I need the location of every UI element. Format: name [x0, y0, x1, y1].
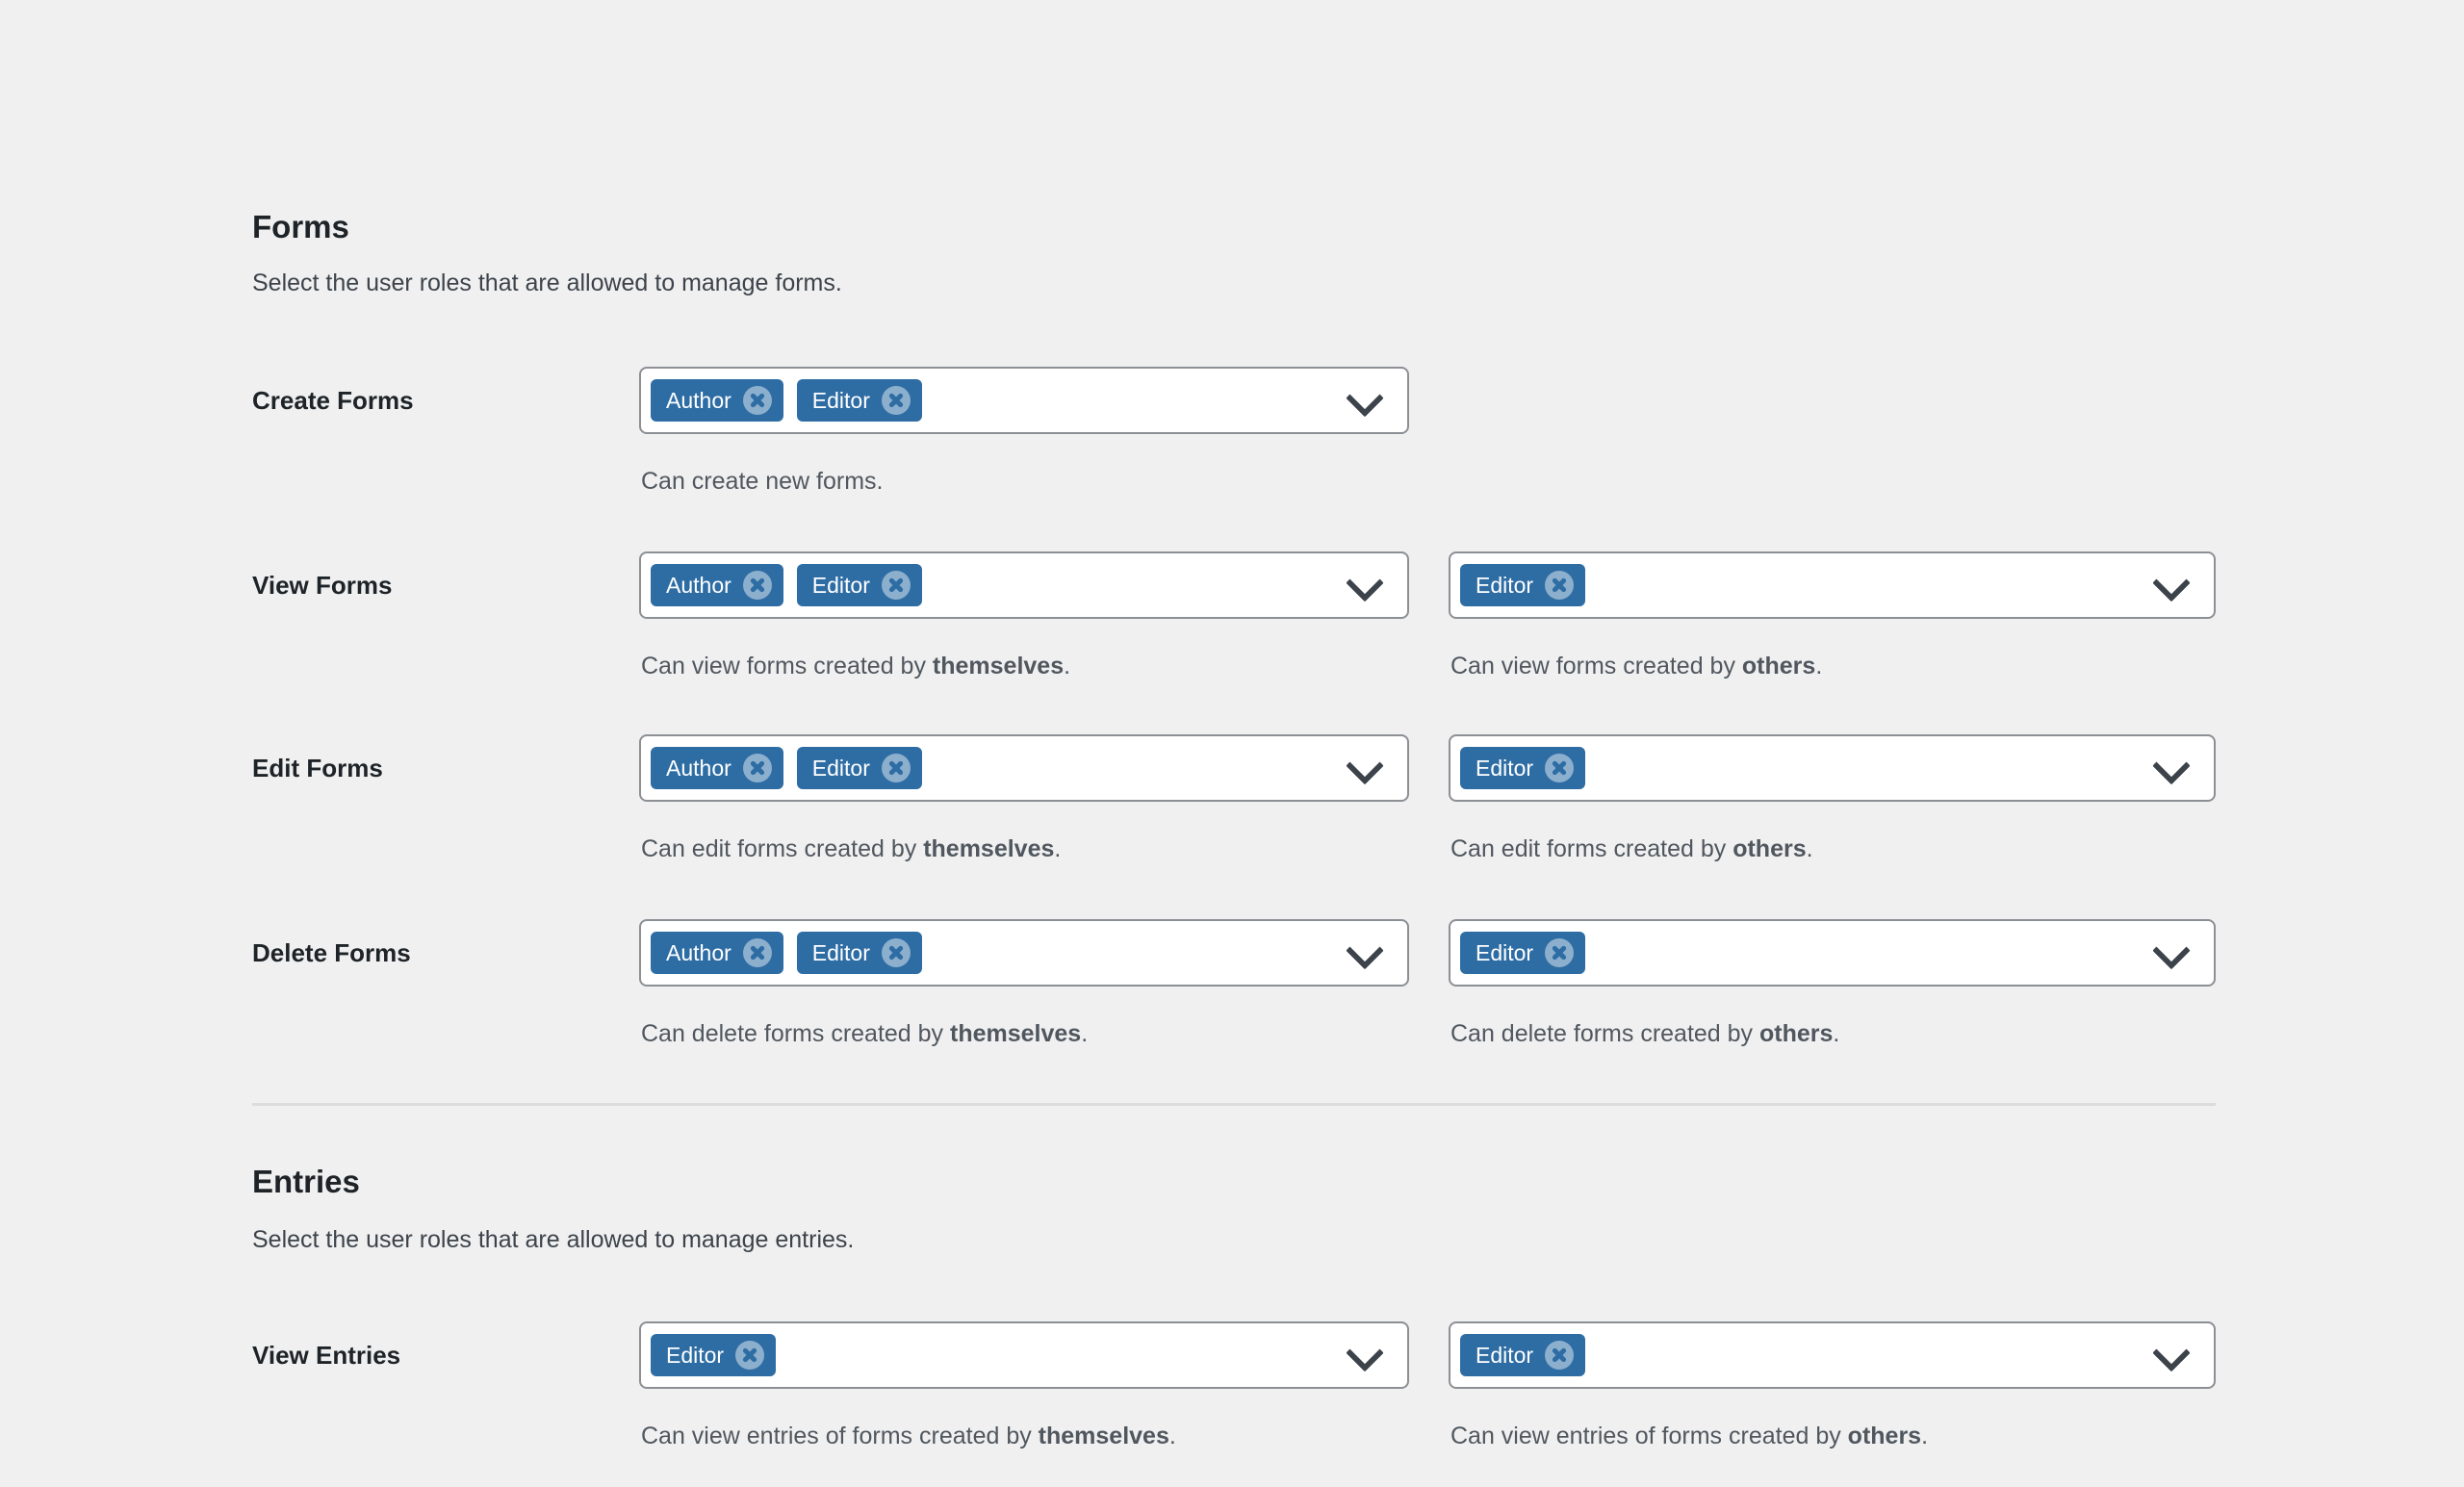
help-text: Can delete forms created by themselves.: [641, 1020, 1089, 1047]
circle-x-icon[interactable]: [735, 1341, 764, 1370]
role-tag-label: Editor: [811, 755, 870, 781]
help-text: Can view entries of forms created by others.: [1450, 1423, 1929, 1449]
role-multiselect-create-forms[interactable]: [639, 367, 1409, 434]
role-tag-editor[interactable]: [1460, 747, 1585, 789]
chevron-down-icon: [2158, 937, 2181, 961]
role-tag-author[interactable]: [651, 747, 783, 789]
chevron-down-icon: [1351, 753, 1374, 776]
permission-row-edit-forms: [252, 734, 2220, 869]
role-tag-label: Editor: [1476, 572, 1534, 598]
chevron-down-icon: [1351, 937, 1374, 961]
delete-forms-own-column: [639, 919, 1409, 1047]
role-multiselect-view-forms-others[interactable]: [1449, 551, 2216, 619]
circle-x-icon[interactable]: [882, 938, 911, 967]
row-label-create-forms: Create Forms: [252, 385, 414, 415]
help-text: Can edit forms created by others.: [1450, 835, 1813, 862]
help-text: Can edit forms created by themselves.: [641, 835, 1062, 862]
role-multiselect-view-forms-own[interactable]: [639, 551, 1409, 619]
view-forms-own-column: [639, 551, 1409, 679]
chevron-down-icon: [2158, 570, 2181, 593]
role-multiselect-edit-forms-others[interactable]: [1449, 734, 2216, 802]
circle-x-icon[interactable]: [743, 571, 772, 600]
circle-x-icon[interactable]: [743, 386, 772, 415]
section-divider: [252, 1103, 2216, 1106]
section-description-forms: Select the user roles that are allowed to manage forms.: [252, 269, 842, 296]
chevron-down-icon: [1351, 570, 1374, 593]
role-tag-editor[interactable]: [1460, 932, 1585, 974]
permission-row-create-forms: [252, 367, 2220, 501]
view-forms-others-column: [1449, 551, 2216, 679]
section-description-entries: Select the user roles that are allowed to manage entries.: [252, 1226, 855, 1253]
circle-x-icon[interactable]: [1545, 1341, 1574, 1370]
role-tag-editor[interactable]: [797, 747, 922, 789]
row-label-edit-forms: Edit Forms: [252, 753, 383, 782]
role-tag-editor[interactable]: [651, 1334, 776, 1376]
help-text: Can delete forms created by others.: [1450, 1020, 1840, 1047]
delete-forms-others-column: [1449, 919, 2216, 1047]
edit-forms-others-column: [1449, 734, 2216, 862]
chevron-down-icon: [1351, 385, 1374, 408]
row-label-view-entries: View Entries: [252, 1340, 401, 1370]
role-tag-label: Editor: [811, 939, 870, 965]
row-label-view-forms: View Forms: [252, 570, 393, 600]
role-tag-editor[interactable]: [797, 932, 922, 974]
view-entries-others-column: [1449, 1321, 2216, 1449]
section-title-forms: Forms: [252, 209, 349, 244]
chevron-down-icon: [2158, 753, 2181, 776]
role-tag-editor[interactable]: [797, 564, 922, 606]
help-text: Can view forms created by others.: [1450, 653, 1823, 679]
role-tag-label: Editor: [811, 387, 870, 413]
role-tag-editor[interactable]: [1460, 564, 1585, 606]
circle-x-icon[interactable]: [1545, 571, 1574, 600]
help-text: Can view entries of forms created by themselves.: [641, 1423, 1176, 1449]
circle-x-icon[interactable]: [743, 938, 772, 967]
chevron-down-icon: [2158, 1340, 2181, 1363]
role-tag-editor[interactable]: [797, 379, 922, 422]
chevron-down-icon: [1351, 1340, 1374, 1363]
circle-x-icon[interactable]: [1545, 938, 1574, 967]
circle-x-icon[interactable]: [743, 754, 772, 782]
role-tag-author[interactable]: [651, 564, 783, 606]
circle-x-icon[interactable]: [882, 571, 911, 600]
role-multiselect-delete-forms-own[interactable]: [639, 919, 1409, 987]
role-tag-label: Editor: [666, 1342, 725, 1368]
role-tag-label: Editor: [1476, 939, 1534, 965]
role-tag-label: Author: [666, 387, 732, 413]
role-multiselect-view-entries-own[interactable]: [639, 1321, 1409, 1389]
help-text: Can create new forms.: [641, 468, 884, 495]
circle-x-icon[interactable]: [1545, 754, 1574, 782]
view-entries-own-column: [639, 1321, 1409, 1449]
help-text: Can view forms created by themselves.: [641, 653, 1071, 679]
role-tag-label: Editor: [811, 572, 870, 598]
permission-row-delete-forms: [252, 919, 2220, 1054]
circle-x-icon[interactable]: [882, 754, 911, 782]
edit-forms-own-column: [639, 734, 1409, 862]
role-tag-label: Editor: [1476, 755, 1534, 781]
section-title-entries: Entries: [252, 1164, 360, 1199]
role-multiselect-view-entries-others[interactable]: [1449, 1321, 2216, 1389]
role-tag-author[interactable]: [651, 932, 783, 974]
role-multiselect-edit-forms-own[interactable]: [639, 734, 1409, 802]
role-tag-label: Author: [666, 939, 732, 965]
role-tag-label: Author: [666, 755, 732, 781]
row-label-delete-forms: Delete Forms: [252, 937, 411, 967]
role-multiselect-delete-forms-others[interactable]: [1449, 919, 2216, 987]
permission-row-view-entries: [252, 1321, 2220, 1456]
circle-x-icon[interactable]: [882, 386, 911, 415]
role-tag-editor[interactable]: [1460, 1334, 1585, 1376]
role-tag-label: Author: [666, 572, 732, 598]
create-forms-own-column: [639, 367, 1409, 495]
role-tag-label: Editor: [1476, 1342, 1534, 1368]
role-tag-author[interactable]: [651, 379, 783, 422]
permission-row-view-forms: [252, 551, 2220, 686]
